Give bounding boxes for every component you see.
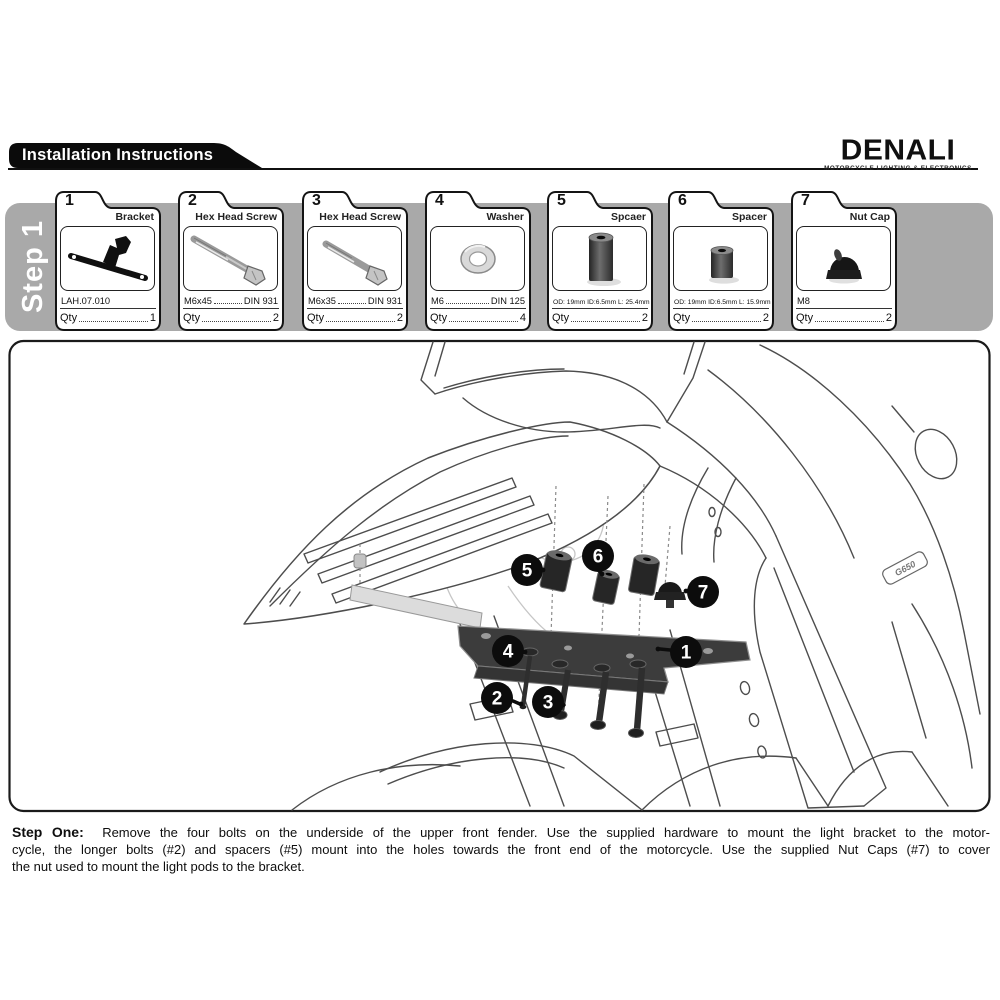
part-qty-row: Qty 2 — [552, 308, 648, 324]
part-image-frame — [552, 226, 647, 291]
part-spec: M6 DIN 125 — [431, 296, 525, 306]
part-name: Nut Cap — [849, 211, 890, 223]
svg-text:G650: G650 — [893, 558, 918, 579]
part-name: Washer — [486, 211, 524, 223]
part-card-hex-screw-35 — [300, 186, 410, 332]
svg-text:4: 4 — [502, 641, 514, 663]
brand-name: DENALI — [840, 134, 956, 167]
hex-screw-photo-icon — [310, 230, 400, 288]
brand-tagline: MOTORCYCLE LIGHTING & ELECTRONICS — [824, 165, 972, 172]
part-qty-row: Qty 2 — [307, 308, 403, 324]
part-qty-value: 2 — [396, 312, 403, 324]
part-qty-value: 2 — [641, 312, 648, 324]
instructions-line-1: Step One: Remove the four bolts on the underside of the upper front fender. Use the supplied hardware to mount the light bracket to the motor- — [12, 824, 990, 840]
svg-text:7: 7 — [697, 582, 709, 604]
bracket-photo-icon — [63, 230, 153, 288]
part-card-nut-cap — [789, 186, 899, 332]
part-name: Hex Head Screw — [195, 211, 277, 223]
brand-logo — [818, 134, 978, 172]
nut-cap-photo-icon — [799, 230, 889, 288]
part-qty-value: 4 — [519, 312, 526, 324]
part-name: Spacer — [731, 211, 767, 223]
part-number: 2 — [188, 192, 197, 209]
part-spec: LAH.07.010 — [61, 296, 111, 306]
part-image-frame — [183, 226, 278, 291]
spacer-tall-photo-icon — [555, 230, 645, 288]
motorcycle-diagram — [8, 336, 992, 814]
part-qty-row: Qty 2 — [796, 308, 892, 324]
part-number: 7 — [801, 192, 810, 209]
svg-text:2: 2 — [491, 688, 503, 710]
part-qty-value: 2 — [885, 312, 892, 324]
part-number: 6 — [678, 192, 687, 209]
diagram-border — [10, 341, 990, 811]
part-card-hex-screw-45 — [176, 186, 286, 332]
part-image-frame — [796, 226, 891, 291]
part-name: Hex Head Screw — [319, 211, 401, 223]
part-name: Bracket — [115, 211, 154, 223]
part-image-frame — [430, 226, 525, 291]
part-card-bracket — [53, 186, 163, 332]
svg-text:1: 1 — [680, 642, 692, 664]
part-qty-row: Qty 2 — [183, 308, 279, 324]
instructions-line-2: cycle, the longer bolts (#2) and spacers (#5) mount into the holes towards the front end of the motorcycle. Use the supplied Nut Caps (#7) to cover — [12, 842, 990, 857]
svg-text:6: 6 — [592, 546, 604, 568]
part-image-frame — [60, 226, 155, 291]
part-qty-value: 2 — [762, 312, 769, 324]
svg-text:5: 5 — [521, 560, 533, 582]
part-qty-row: Qty 4 — [430, 308, 526, 324]
part-card-spacer-short — [666, 186, 776, 332]
part-card-washer — [423, 186, 533, 332]
part-name: Spcaer — [610, 211, 646, 223]
hex-screw-long-photo-icon — [186, 230, 276, 288]
callout-3 — [532, 686, 564, 718]
svg-text:3: 3 — [542, 692, 554, 714]
part-spec: OD: 19mm ID:6.5mm L: 15.9mm — [674, 299, 771, 306]
part-qty-value: 2 — [272, 312, 279, 324]
spacer-short-photo-icon — [676, 230, 766, 288]
instructions-line-3: the nut used to mount the light pods to the bracket. — [12, 859, 305, 874]
part-spec: M8 — [797, 296, 810, 306]
part-spec: M6x35 DIN 931 — [308, 296, 402, 306]
part-qty-row: Qty 1 — [60, 308, 156, 324]
part-number: 5 — [557, 192, 566, 209]
step-tab-label: Step 1 — [16, 220, 49, 314]
step-one-label: Step One: — [12, 824, 84, 840]
part-spec: OD: 19mm ID:6.5mm L: 25.4mm — [553, 299, 650, 306]
part-image-frame — [673, 226, 768, 291]
part-qty-value: 1 — [149, 312, 156, 324]
part-card-spacer-long — [545, 186, 655, 332]
page-title: Installation Instructions — [22, 146, 214, 164]
part-number: 1 — [65, 192, 74, 209]
part-number: 4 — [435, 192, 444, 209]
step-instructions — [12, 824, 990, 875]
part-spec: M6x45 DIN 931 — [184, 296, 278, 306]
part-image-frame — [307, 226, 402, 291]
part-number: 3 — [312, 192, 321, 209]
step-tab — [10, 207, 56, 327]
washer-photo-icon — [433, 230, 523, 288]
part-qty-row: Qty 2 — [673, 308, 769, 324]
